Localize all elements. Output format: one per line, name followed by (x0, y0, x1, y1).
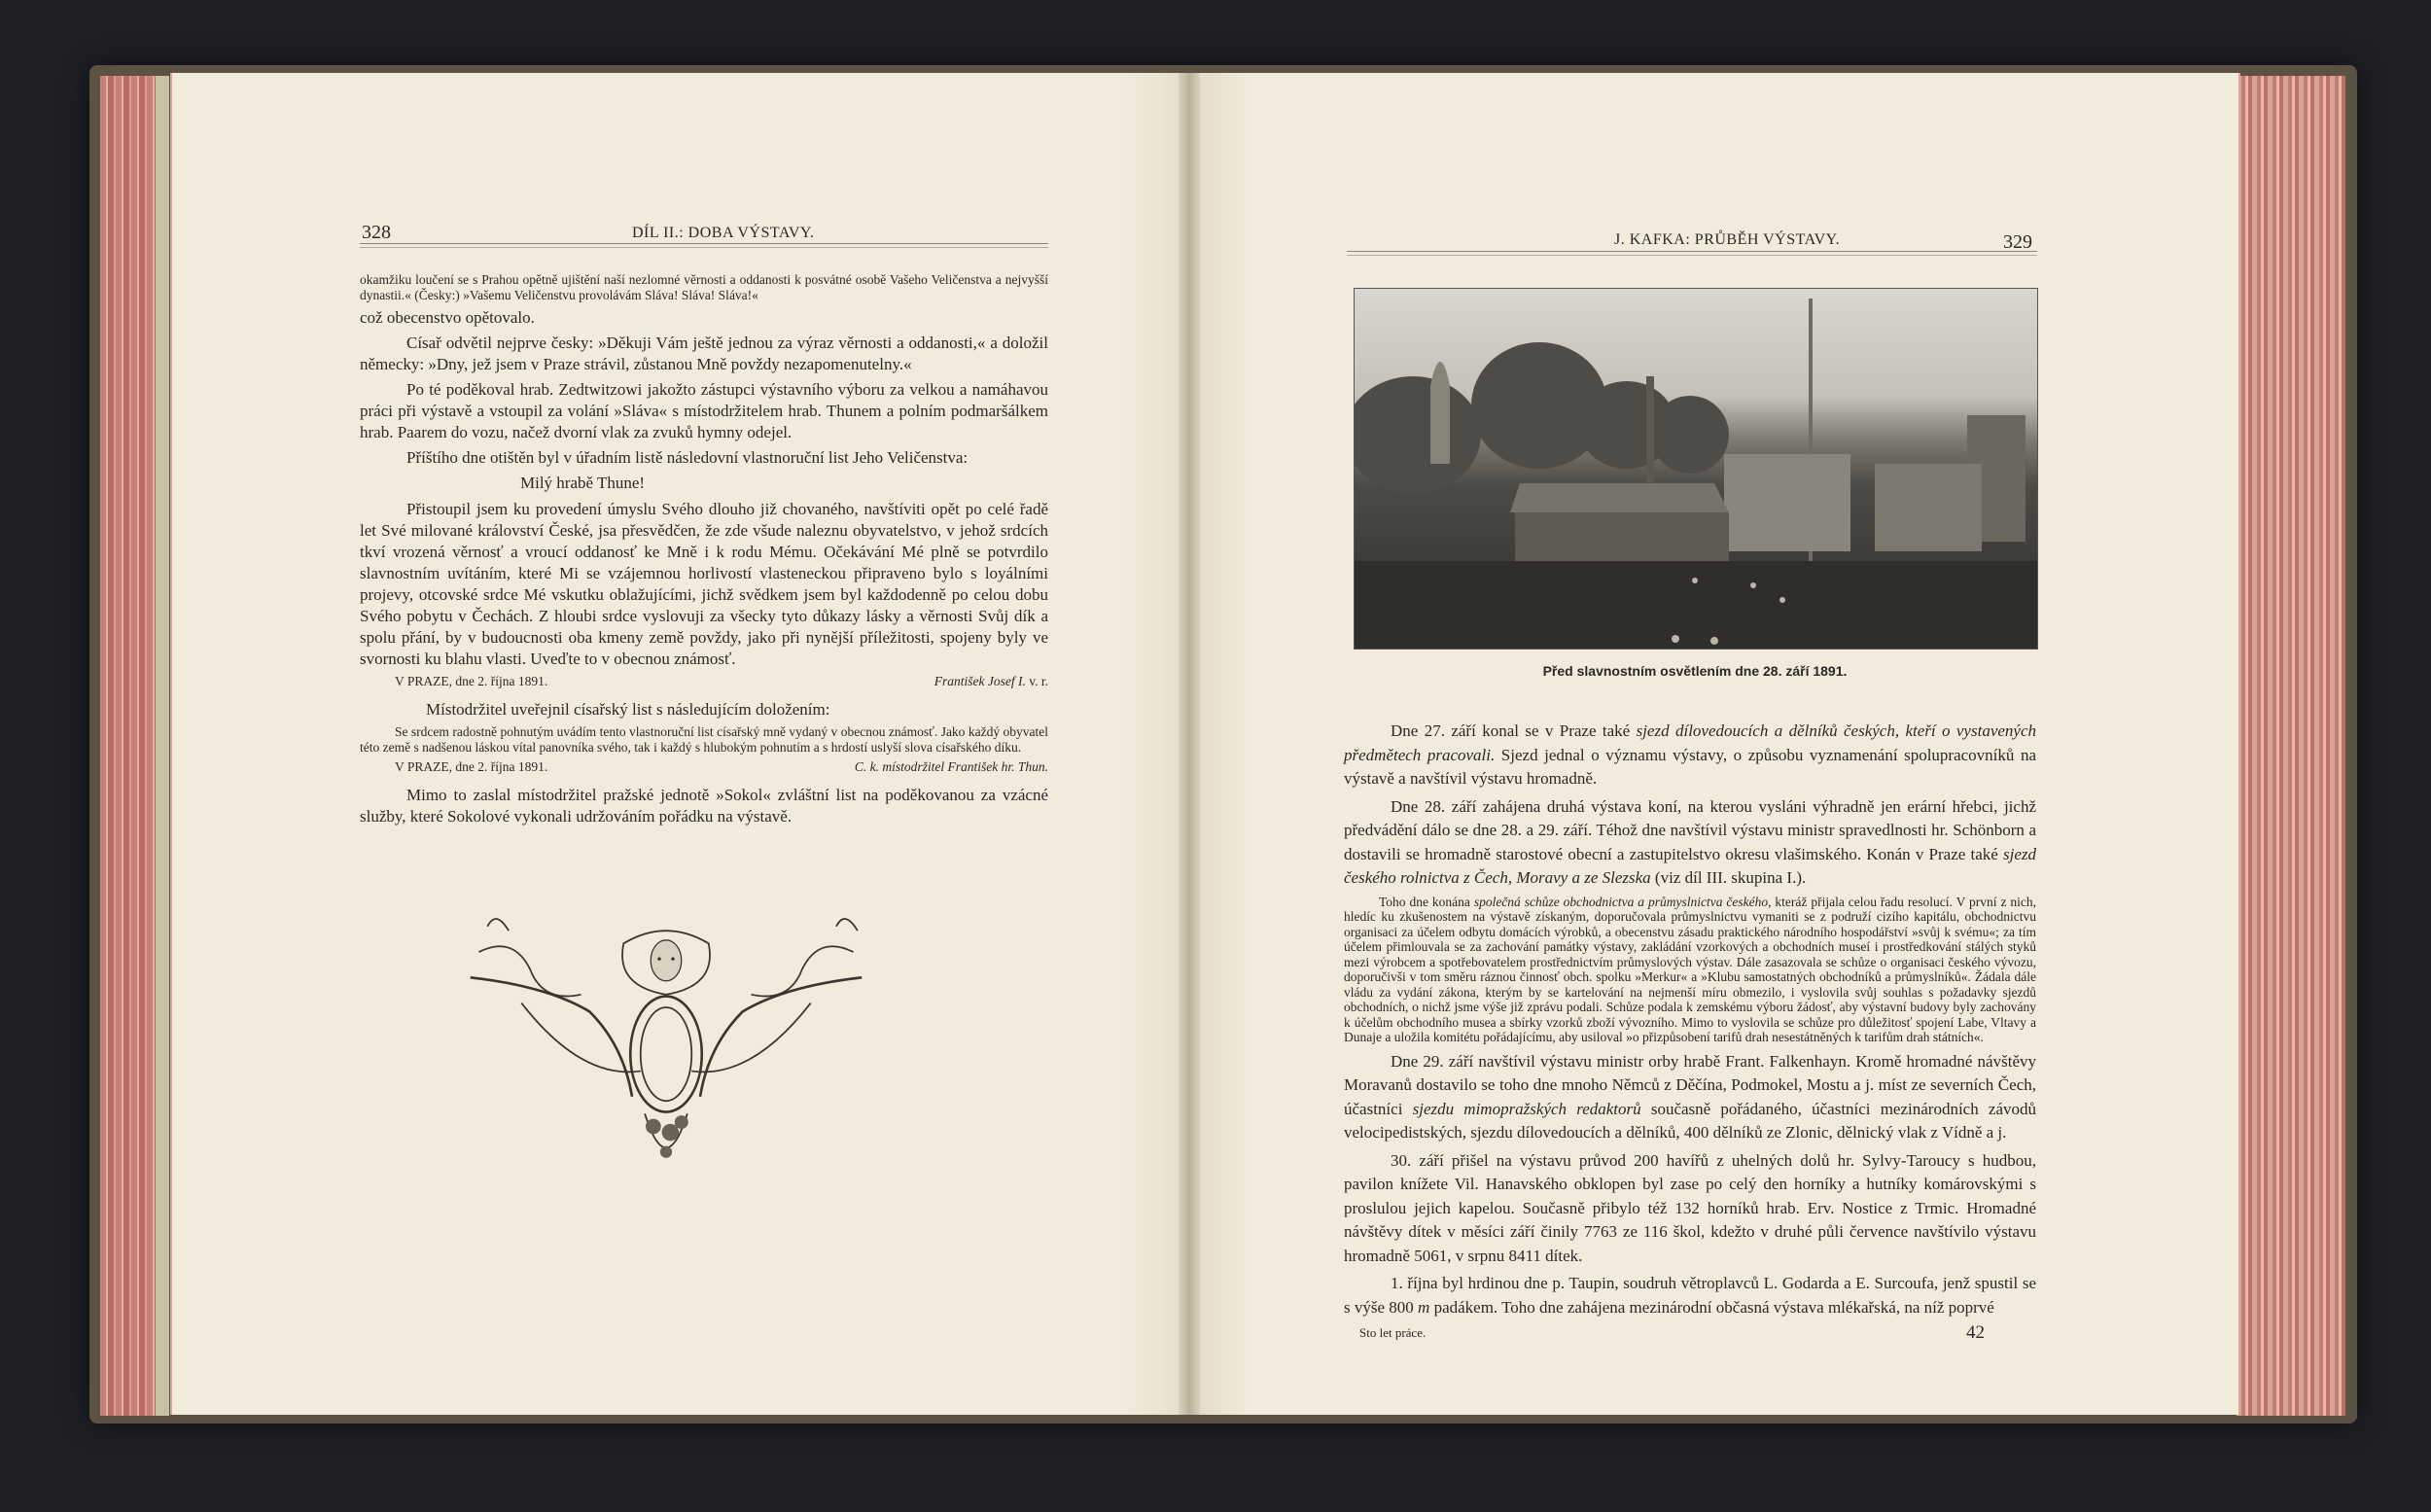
ornament-vignette-icon (462, 909, 870, 1186)
left-page-body (360, 272, 1048, 831)
paragraph: Císař odvětil nejprve česky: »Děkuji Vám ještě jednou za výraz věrnosti a oddanosti,« a doložil německy: »Dny, jež jsem v Praze strávil, zůstanou Mně povždy nezapomenutelny.« (360, 334, 1048, 373)
paragraph: okamžiku loučení se s Prahou opětně ujištění naší nezlomné věrnosti a oddanosti k posvátné osobě Vašeho Veličenstva a nejvyšší dynastii.« (Česky:) »Vašemu Veličenstvu provolávám Sláva! Sláva! Sláva!« (360, 272, 1048, 302)
header-rule-left (360, 243, 1048, 248)
italic-run: sjezdu mimopražských redaktorů (1412, 1099, 1641, 1118)
page-number-left: 328 (362, 222, 391, 243)
text-run: současně pořádaného, účastníci mezinárodních závodů velocipedistských, sjezdu dílovedoucích a dělníků, 400 dělníků ze Zlonic, dělnický vlak z Vídně a j. (1344, 1099, 2036, 1142)
paragraph: Mimo to zaslal místodržitel pražské jednotě »Sokol« zvláštní list na poděkovanou za vzácné služby, které Sokolové vykonali udržováním pořádku na výstavě. (360, 786, 1048, 826)
letter-body: Přistoupil jsem ku provedení úmyslu Svého dlouho již chovaného, navštíviti opět po celé řadě let Své milované království České, jsa přesvědčen, že zde všude naleznu obyvatelstvo, v jehož srdcích tkví vrozená věrnosť a vroucí oddanosť ke Mně i k rodu Mému. Očekávání Mé plně se potvrdilo slavnostním uvítáním, které Mi se vzájemnou horlivostí vlasteneckou připraveno bylo s loyálními projevy, otcovské srdce Mé vskutku oblažujícími, jichž svědkem jsem byl každodenně po celou dobu Svého pobytu v Čechách. Z hloubi srdce vyslovuji za všecky tyto důkazy lásky a věrnosti Svůj dík a spolu přání, by v budoucnosti oba kmeny země povždy, jako při nynější příležitosti, spojeny byly ve svornosti ku blahu vlasti. Uveďte to v obecnou známosť. (360, 500, 1048, 668)
text-run: Sjezd jednal o významu výstavy, o způsobu vyznamenání spolupracovníků na výstavě a navštívil výstavu hromadně. (1344, 745, 2036, 788)
running-head-left: DÍL II.: DOBA VÝSTAVY. (632, 225, 815, 241)
italic-run: sjezd českého rolnictva z Čech, Moravy a ze Slezska (1344, 844, 2036, 887)
exhibition-photograph (1354, 288, 2038, 650)
letter-salutation: Milý hrabě Thune! (520, 474, 646, 492)
paragraph: Příštího dne otištěn byl v úřadním listě následovní vlastnoruční list Jeho Veličenstva: (406, 448, 969, 467)
text-run: Dne 27. září konal se v Praze také (1391, 721, 1637, 740)
italic-run: m (1418, 1297, 1430, 1317)
paragraph (1344, 720, 2036, 791)
signature-name: C. k. místodržitel František hr. Thun. (854, 759, 1048, 774)
text-run: Dne 29. září navštívil výstavu ministr orby hrabě Frant. Falkenhayn. Kromě hromadné návštěvy Moravanů dostavilo se toho dne mnoho Němců z Děčína, Podmokel, Mostu a j. míst ze severních Čech, účastníci (1344, 1051, 2036, 1118)
photo-scene-icon (1355, 289, 2037, 649)
signature-name (934, 674, 1048, 689)
running-head-right: J. KAFKA: PRŮBĚH VÝSTAVY. (1614, 231, 1841, 248)
text-run: Toho dne konána (1379, 894, 1474, 909)
paragraph: Po té poděkoval hrab. Zedtwitzowi jakožto zástupci výstavního výboru za velkou a namáhavou práci při výstavě a vstoupil za volání »Sláva« s místodržitelem hrab. Thunem a polním podmaršálkem hrab. Paarem do vozu, načež dvorní vlak za zvuků hymny odejel. (360, 380, 1048, 441)
paragraph (1344, 1272, 2036, 1319)
paragraph: Místodržitel uveřejnil císařský list s následujícím doložením: (426, 700, 830, 719)
header-rule-right (1347, 251, 2037, 256)
signature-line (360, 674, 1048, 689)
text-run: 1. října byl hrdinou dne p. Taupin, soudruh větroplavců L. Godarda a E. Surcoufa, jenž spustil se s výše 800 (1344, 1274, 2036, 1317)
text-run: (viz díl III. skupina I.). (1650, 868, 1807, 887)
footer-book-title: Sto let práce. (1359, 1325, 1427, 1340)
signature-place-date: V PRAZE, dne 2. října 1891. (395, 674, 548, 688)
page-number-right: 329 (2003, 231, 2032, 253)
text-run: , kteráž přijala celou řadu resolucí. V první z nich, hledíc ku zkušenostem na výstavě získaným, doporučovala průmyslnictvu vymaniti se z podruží cizího kapitálu, obchodnictvu organisaci za účelem odbytu domácích výrobků, a obecenstvu zásadu praktického národního hospodářství »svůj k svému«; za tím účelem přimlouvala se za zachování památky výstavy, zakládání vzorkových a obchodních museí i prostředkování stálých styků mezi výrobcem a spotřebovatelem prostřednictvím průmyslových výstav. Dále zasazovala se schůze o organisaci českého vývozu, doporučivši v tom směru ráznou činnosť obch. spolku »Merkur« a »Klubu samostatných obchodníků a průmyslníků«. Žádala dále vládu za vydání zákona, kterým by se kartelování na nejmenší míru obmezilo, i vyslovila svůj souhlas s požadavky sjezdů obchodních, o nichž jsme výše již zprávu podali. Schůze podala k zemskému výboru žádosť, aby výstavní budovy byly zachovány k účelům obchodního musea a sbírky vzorků zboží vývozního. Mimo to vyslovila se schůze pro důležitosť spojení Labe, Vltavy a Dunaje a uložila komitétu pořádajícímu, aby usiloval »o přizpůsobení tarifů drah nesestátněných k tarifům drah státních«. (1344, 894, 2036, 1044)
signature-name-italic: František Josef I. (934, 674, 1026, 688)
photo-caption: Před slavnostním osvětlením dne 28. září 1891. (1542, 663, 1848, 679)
paragraph (1344, 795, 2036, 891)
page-edges-right (2237, 76, 2345, 1416)
signature-place-date: V PRAZE, dne 2. října 1891. (395, 759, 548, 774)
signature-mark: 42 (1966, 1322, 1985, 1343)
right-page-body (1344, 720, 2036, 1323)
paragraph: 30. září přišel na výstavu průvod 200 havířů z uhelných dolů hr. Sylvy-Taroucy s hudbou, pavilon knížete Vil. Hanavského obklopen byl zase po celý den horníky a hutníky komárovskými s proslulou jejich kapelou. Současně přibylo též 132 horníků hrab. Erv. Nostice z Trmic. Hromadné návštěvy dítek v měsíci září činily 7763 ze 116 škol, kdežto v druhé půli července navštívilo výstavu hromadně 5061, v srpnu 8411 dítek. (1344, 1150, 2036, 1265)
book-gutter (1179, 73, 1200, 1415)
signature-suffix: v. r. (1029, 674, 1048, 688)
text-run: Dne 28. září zahájena druhá výstava koní, na kterou vysláni výhradně jen erární hřebci, jichž předvádění dálo se dne 28. a 29. září. Téhož dne navštívil výstavu ministr spravedlnosti hr. Schönborn a dostavili se hromadně starostové obecní a zastupitelstvo okresu vlašimského. Konán v Praze také (1344, 796, 2036, 863)
text-run: padákem. Toho dne zahájena mezinárodní občasná výstava mlékařská, na níž poprvé (1429, 1297, 1994, 1317)
italic-run: sjezd dílovedoucích a dělníků českých, kteří o vystavených předmětech pracovali. (1344, 721, 2037, 764)
paragraph-small (1344, 895, 2036, 1045)
paragraph (1344, 1050, 2036, 1145)
italic-run: společná schůze obchodnictva a průmyslnictva českého (1473, 894, 1769, 909)
paragraph-small: Se srdcem radostně pohnutým uvádím tento vlastnoruční list císařský mně vydaný v obecnou známosť. Jako každý obyvatel této země s nadšenou láskou vítal panovníka svého, tak i každý s hlubokým pohnutím a s hrdostí uslyší slova císařského díku. (360, 724, 1048, 755)
paragraph: což obecenstvo opětovalo. (360, 308, 535, 327)
signature-line (360, 759, 1048, 775)
page-edges-left-inner (156, 76, 169, 1416)
